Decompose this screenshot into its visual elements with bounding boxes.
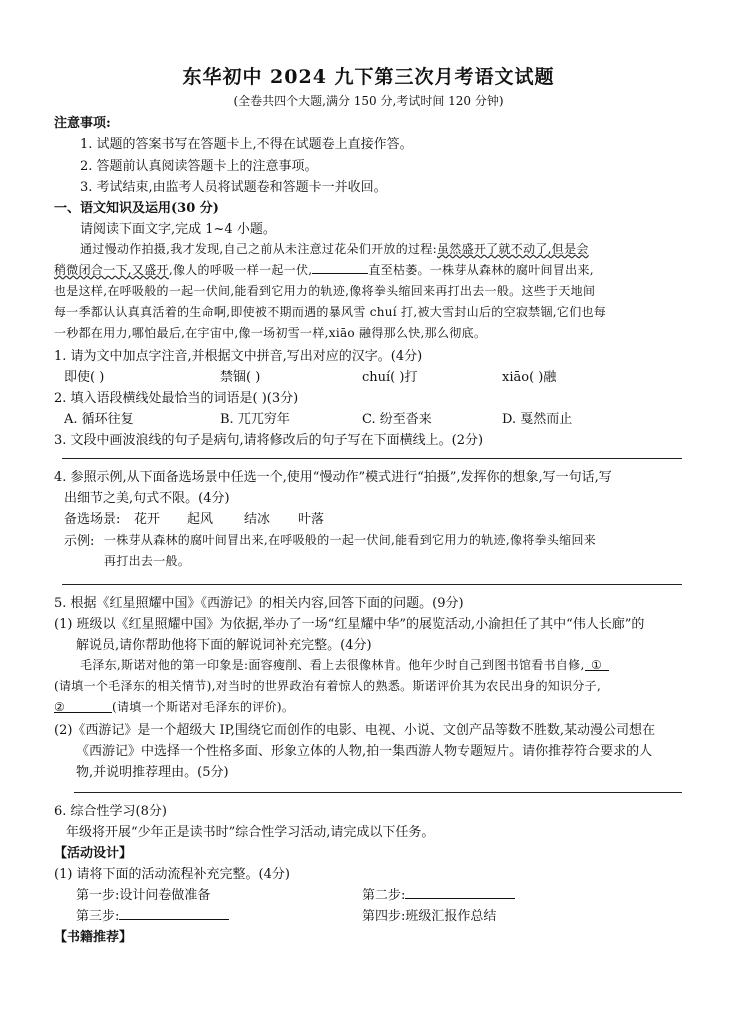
q1-item: 即使( ) (64, 370, 105, 385)
scene-item: 花开 (134, 512, 161, 527)
blank-marker: ① (591, 658, 603, 672)
exam-subtitle: (全卷共四个大题,满分 150 分,考试时间 120 分钟) (233, 94, 504, 108)
q5-sub2: (2)《西游记》是一个超级大 IP,围绕它而创作的电影、电视、小说、文创产品等数不胜数,某动漫公司想在 (54, 723, 656, 738)
exam-title: 东华初中 2024 九下第三次月考语文试题 (182, 66, 555, 88)
question-4-line2: 出细节之美,句式不限。(4分) (64, 491, 230, 506)
passage-line (54, 261, 594, 278)
section-heading: 一、语文知识及运用(30 分) (54, 201, 219, 216)
step-3 (76, 905, 229, 924)
notes-item: 3. 考试结束,由监考人员将试题卷和答题卡一并收回。 (80, 180, 387, 195)
answer-line[interactable] (74, 792, 682, 793)
passage-line: 也是这样,在呼吸般的一起一伏间,能看到它用力的轨迹,像将拳头缩回来再打出去一般。这些于天地间 (54, 284, 596, 298)
blank-1[interactable] (585, 658, 609, 671)
question-5: 5. 根据《红星照耀中国》《西游记》的相关内容,回答下面的问题。(9分) (54, 596, 464, 611)
step-1: 第一步:设计问卷做准备 (76, 888, 211, 903)
example-label: 示例: (64, 534, 95, 549)
example-text: 再打出去一般。 (104, 554, 191, 568)
step-label: 第三步: (76, 909, 120, 924)
step-4: 第四步:班级汇报作总结 (362, 909, 497, 924)
option-b: B. 兀兀穷年 (220, 412, 290, 427)
q5-sub2: 《西游记》中选择一个性格多面、形象立体的人物,拍一集西游人物专题短片。请你推荐符合要求的人 (76, 744, 653, 759)
q6-sub1: (1) 请将下面的活动流程补充完整。(4分) (54, 867, 290, 882)
passage-text: ,像人的呼吸一样一起一伏, (168, 263, 313, 277)
option-d: D. 戛然而止 (502, 412, 573, 427)
scene-item: 起风 (187, 512, 214, 527)
passage-line: 每一季都认认真真活着的生命啊,即使被不期而遇的暴风雪 chuí 打,被大雪封山后的空寂禁锢,它们也每 (54, 305, 607, 319)
section-intro: 请阅读下面文字,完成 1~4 小题。 (80, 222, 276, 237)
passage-line (80, 240, 589, 257)
quote-text: (请填一个斯诺对毛泽东的评价)。 (112, 700, 295, 714)
example-text: 一株芽从森林的腐叶间冒出来,在呼吸般的一起一伏间,能看到它用力的轨迹,像将拳头缩回来 (104, 533, 597, 547)
question-4-line1: 4. 参照示例,从下面备选场景中任选一个,使用“慢动作”模式进行“拍摄”,发挥你的想象,写一句话,写 (54, 470, 612, 485)
q6-intro: 年级将开展“少年正是读书时”综合性学习活动,请完成以下任务。 (66, 825, 435, 840)
q5-sub1: (1) 班级以《红星照耀中国》为依据,举办了一场“红星耀中华”的展览活动,小渝担任了其中“伟人长廊”的 (54, 617, 645, 632)
answer-line[interactable] (62, 584, 682, 585)
option-c: C. 纷至沓来 (362, 412, 432, 427)
q1-item: 禁锢( ) (220, 370, 261, 385)
scene-item: 结冰 (244, 512, 271, 527)
question-1: 1. 请为文中加点字注音,并根据文中拼音,写出对应的汉字。(4分) (54, 349, 423, 364)
step-2-blank[interactable] (405, 886, 515, 899)
option-a: A. 循环往复 (64, 412, 134, 427)
passage-text: 直至枯萎。一株芽从森林的腐叶间冒出来, (368, 263, 594, 277)
scene-item: 叶落 (298, 512, 325, 527)
books-heading: 【书籍推荐】 (54, 930, 133, 945)
wavy-sentence: 稍微闭合一下,又盛开 (54, 263, 169, 277)
notes-heading: 注意事项: (54, 116, 111, 131)
answer-line[interactable] (62, 458, 682, 459)
blank-marker: ② (54, 700, 66, 714)
answer-blank[interactable] (312, 261, 368, 274)
step-2 (362, 884, 515, 903)
notes-item: 1. 试题的答案书写在答题卡上,不得在试题卷上直接作答。 (80, 137, 413, 152)
blank-2[interactable] (54, 700, 112, 713)
passage-text: 通过慢动作拍摄,我才发现,自己之前从未注意过花朵们开放的过程: (80, 242, 437, 256)
question-2: 2. 填入语段横线处最恰当的词语是( )(3分) (54, 391, 299, 406)
quote-line (80, 656, 609, 673)
wavy-sentence: 虽然盛开了就不动了,但是会 (436, 242, 589, 256)
quote-text: 毛泽东,斯诺对他的第一印象是:面容瘦削、看上去很像林肯。他年少时自己到图书馆看书自修, (80, 658, 585, 672)
step-3-blank[interactable] (119, 907, 229, 920)
quote-line: (请填一个毛泽东的相关情节),对当时的世界政治有着惊人的熟悉。斯诺评价其为农民出身的知识分子, (54, 679, 602, 693)
activity-heading: 【活动设计】 (54, 846, 133, 861)
passage-line: 一秒都在用力,哪怕最后,在宇宙中,像一场初雪一样,xiāo 融得那么快,那么彻底。 (54, 326, 487, 340)
quote-line (54, 698, 294, 715)
q1-item: xiāo( )融 (502, 370, 557, 385)
question-6: 6. 综合性学习(8分) (54, 804, 167, 819)
q5-sub2: 物,并说明推荐理由。(5分) (76, 765, 229, 780)
notes-item: 2. 答题前认真阅读答题卡上的注意事项。 (80, 159, 318, 174)
scenes-row (64, 508, 120, 527)
q5-sub1: 解说员,请你帮助他将下面的解说词补充完整。(4分) (76, 638, 372, 653)
step-label: 第二步: (362, 888, 406, 903)
question-3: 3. 文段中画波浪线的句子是病句,请将修改后的句子写在下面横线上。(2分) (54, 433, 484, 448)
q1-item: chuí( )打 (362, 370, 418, 385)
scenes-label: 备选场景: (64, 512, 121, 527)
